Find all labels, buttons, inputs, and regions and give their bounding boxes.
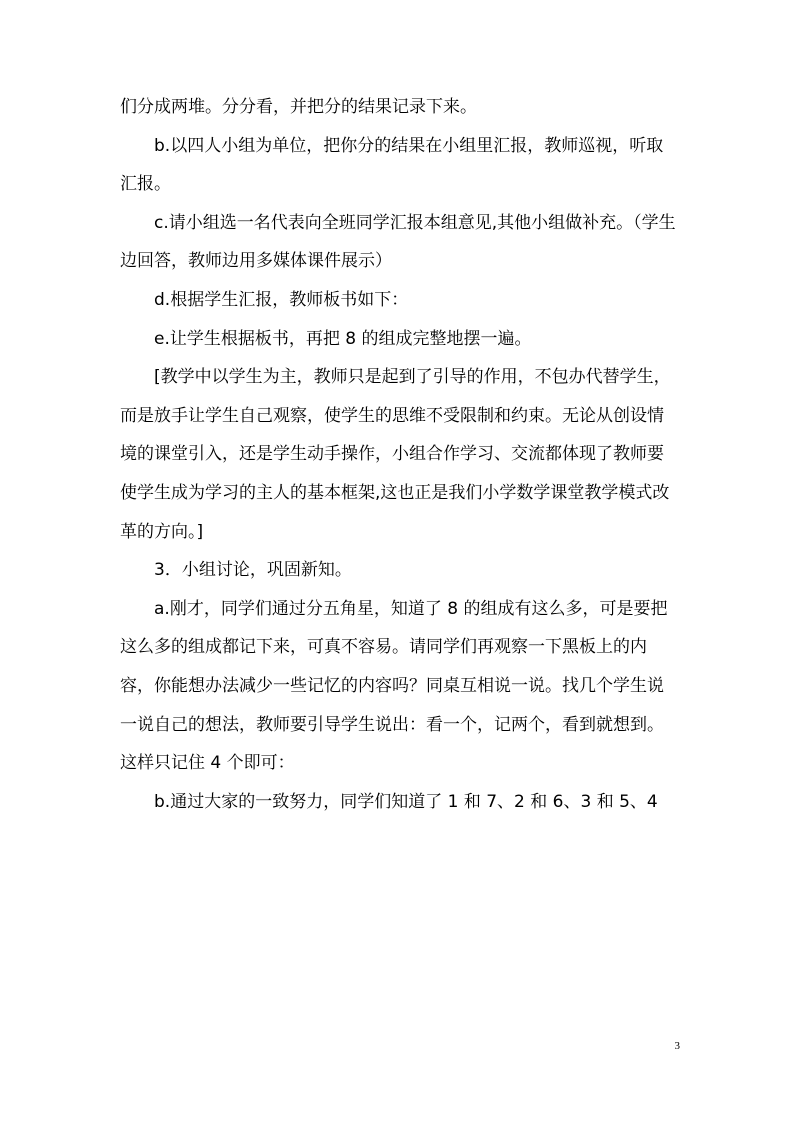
page-number: 3: [674, 1040, 680, 1052]
paragraph: e.让学生根据板书，再把 8 的组成完整地摆一遍。: [120, 328, 532, 349]
paragraph: c.请小组选一名代表向全班同学汇报本组意见,其他小组做补充。（学生边回答，教师边用多媒体课件展示）: [120, 212, 676, 272]
paragraph: b.以四人小组为单位，把你分的结果在小组里汇报，教师巡视，听取汇报。: [120, 135, 664, 195]
paragraph: [教学中以学生为主，教师只是起到了引导的作用，不包办代替学生，而是放手让学生自己观察，使学生的思维不受限制和约束。无论从创设情境的课堂引入，还是学生动手操作，小组合作学习、交流都体现了教师要使学生成为学习的主人的基本框架,这也正是我们小学数学课堂教学模式改革的方向。]: [120, 367, 671, 542]
paragraph: 们分成两堆。分分看，并把分的结果记录下来。: [120, 97, 477, 117]
paragraph: 3．小组讨论，巩固新知。: [120, 560, 352, 581]
body-text: [120, 88, 680, 821]
paragraph: b.通过大家的一致努力，同学们知道了 1 和 7、2 和 6、3 和 5、4: [120, 791, 658, 812]
paragraph: d.根据学生汇报，教师板书如下：: [120, 289, 409, 310]
paragraph: a.刚才，同学们通过分五角星，知道了 8 的组成有这么多，可是要把这么多的组成都记下来，可真不容易。请同学们再观察一下黑板上的内容，你能想办法减少一些记忆的内容吗？同桌互相说一说。找几个学生说一说自己的想法，教师要引导学生说出：看一个，记两个，看到就想到。这样只记住 4 个即可：: [120, 598, 668, 774]
